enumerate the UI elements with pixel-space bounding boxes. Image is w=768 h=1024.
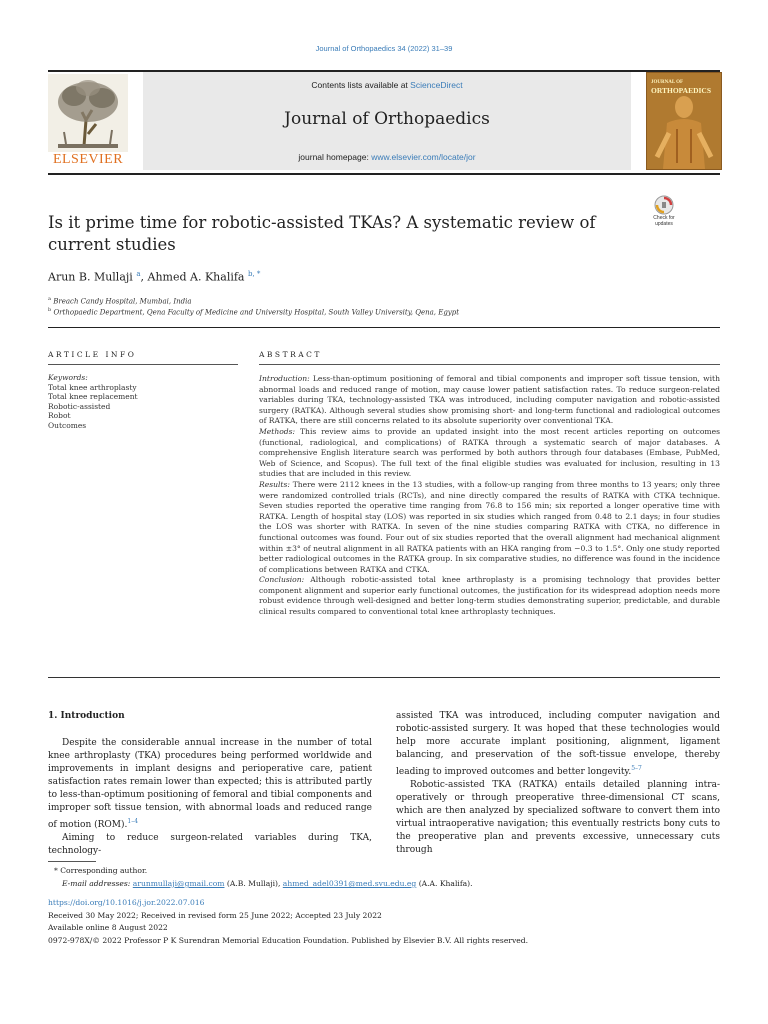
article-info-heading: ARTICLE INFO: [48, 350, 137, 359]
abstract-body: [259, 374, 720, 618]
footnote-rule: [48, 861, 96, 862]
abstract-rule: [259, 364, 720, 365]
abstract-methods: Methods: This review aims to provide an updated insight into the most recent articles reporting on outcomes (functional, radiological, and complications) of RATKA through a systematic search of major databases. A comprehensive English literature search was performed by both authors through four databases (Embase, PubMed, Web of Science, and Scopus). The full text of the final eligible studies was evaluated for inclusion, resulting in 13 studies that are included in this review.: [259, 426, 720, 479]
cover-title: JOURNAL OF ORTHOPAEDICS: [651, 80, 712, 95]
author-list: Arun B. Mullaji $^a$, Ahmed A. Khalifa $^{b, *}$: [48, 270, 261, 284]
keyword: Outcomes: [48, 420, 87, 430]
check-updates-icon: [648, 194, 680, 216]
keywords-heading: Keywords:: [48, 373, 88, 382]
email-link[interactable]: arunmullaji@gmail.com: [132, 879, 225, 888]
doi-link[interactable]: https://doi.org/10.1016/j.jor.2022.07.016: [48, 898, 205, 907]
journal-title: Journal of Orthopaedics: [284, 109, 490, 129]
corresponding-author-note: * Corresponding author.: [54, 866, 148, 875]
affiliation-b: $^b$ Orthopaedic Department, Qena Faculty of Medicine and University Hospital, South Valley University, Qena, Egypt: [48, 307, 460, 317]
abstract-results: Results: There were 2112 knees in the 13 studies, with a follow-up ranging from three months to 13 years; only three were randomized controlled trials (RCTs), and nine directly compared the results of RATKA with CTKA technique. Seven studies reported the operative time ranging from 76.8 to 156 min; six reported a longer operative time with RATKA. Length of hospital stay (LOS) was reported in six studies which ranged from 0.48 to 2.1 days; in four studies the LOS was shorter with RATKA. In seven of the nine studies comparing RATKA with CTKA, no difference in functional outcomes was found. Four out of six studies reported that the overall alignment had mechanical alignment within ±3° of neutral alignment in all RATKA patients with an HKA ranging from −0.3 to 1.5°. Only one study reported better radiological outcomes in the RATKA group. In six comparative studies, no difference was found in the incidence of complications between RATKA and CTKA.: [259, 479, 720, 574]
homepage-line: journal homepage: www.elsevier.com/locate/jor: [298, 152, 476, 162]
cover-figure-graphic: [647, 93, 721, 169]
section-heading: 1. Introduction: [48, 711, 125, 721]
affiliation-ref[interactable]: b, *: [248, 270, 261, 278]
author-name: Ahmed A. Khalifa: [147, 270, 245, 284]
reference-link[interactable]: 5–7: [631, 765, 642, 772]
received-dates: Received 30 May 2022; Received in revised form 25 June 2022; Accepted 23 July 2022: [48, 911, 382, 920]
body-paragraph: Robotic-assisted TKA (RATKA) entails detailed planning intra-operatively or through preoperative three-dimensional CT scans, which are then analyzed by specialized software to convert them into virtual intraoperative navigation; this eventually restricts bony cuts to the preoperative plan and prevents excessive, unnecessary cuts through: [396, 780, 720, 855]
keywords-block: [48, 373, 138, 430]
available-online-date: Available online 8 August 2022: [48, 923, 168, 932]
email-link[interactable]: ahmed_adel0391@med.svu.edu.eg: [282, 879, 417, 888]
keyword: Robotic-assisted: [48, 401, 111, 411]
article-title: Is it prime time for robotic-assisted TKAs? A systematic review of current studies: [48, 213, 596, 254]
body-paragraph: Aiming to reduce surgeon-related variables during TKA, technology-: [48, 833, 372, 856]
affiliation-ref[interactable]: a: [136, 270, 141, 278]
reference-link[interactable]: 1–4: [127, 818, 139, 825]
header-bottom-rule: [48, 173, 720, 175]
article-info-rule: [48, 364, 238, 365]
affiliation-rule: [48, 327, 720, 328]
body-paragraph: Despite the considerable annual increase in the number of total knee arthroplasty (TKA) procedures being performed worldwide and improvements in implant designs and perioperative care, patient satisfaction rates remain lower than expected; this is attributed partly to less-than-optimum positioning of femoral and tibial components and improper soft tissue tension, with abnormal loads and reduced range of motion (ROM).$^{1-4}$: [48, 738, 372, 830]
contents-line: Contents lists available at ScienceDirect: [311, 80, 463, 90]
copyright-line: 0972-978X/© 2022 Professor P K Surendran Memorial Education Foundation. Published by Elsevier B.V. All rights reserved.: [48, 936, 528, 945]
affiliation-a: $^a$ Breach Candy Hospital, Mumbai, India: [48, 296, 192, 306]
abstract-heading: ABSTRACT: [259, 350, 322, 359]
homepage-link[interactable]: www.elsevier.com/locate/jor: [371, 152, 476, 162]
author-name: Arun B. Mullaji: [48, 270, 133, 284]
journal-citation[interactable]: Journal of Orthopaedics 34 (2022) 31–39: [315, 44, 453, 53]
journal-cover-thumbnail[interactable]: [646, 72, 722, 170]
body-column-left: [48, 710, 372, 858]
body-paragraph: assisted TKA was introduced, including computer navigation and robotic-assisted surgery. It was hoped that these technologies would help more accurate implant positioning, alignment, ligament balancing, and preservation of the soft-tissue envelope, thereby leading to improved outcomes and better longevity.$^{5-7}$: [396, 711, 720, 777]
check-for-updates-badge[interactable]: Check for updates: [648, 194, 680, 230]
journal-header-box: [143, 72, 631, 170]
sciencedirect-link[interactable]: ScienceDirect: [410, 80, 463, 90]
keyword: Total knee arthroplasty: [48, 382, 137, 392]
abstract-introduction: Introduction: Less-than-optimum positioning of femoral and tibial components and improper soft tissue tension, with abnormal loads and reduced range of motion, may cause lower patient satisfaction rates. To reduce surgeon-related variables during TKA, technology-assisted TKA was introduced, including computer navigation and robotic-assisted surgery (RATKA). Although several studies show promising short- and long-term functional and radiological outcomes of RATKA, there are still concerns related to its absolute superiority over conventional TKA.: [259, 374, 720, 426]
keyword: Total knee replacement: [48, 392, 138, 401]
abstract-conclusion: Conclusion: Although robotic-assisted total knee arthroplasty is a promising technology that provides better component alignment and superior early functional outcomes, the justification for its widespread adoption needs more robust evidence through well-designed and better long-term studies demonstrating superior, predictable, and durable clinical results compared to conventional total knee arthroplasty techniques.: [259, 575, 720, 617]
elsevier-wordmark: ELSEVIER: [52, 152, 124, 167]
email-addresses: E-mail addresses: arunmullaji@gmail.com (A.B. Mullaji), ahmed_adel0391@med.svu.edu.eg (A.A. Khalifa).: [62, 879, 473, 888]
abstract-bottom-rule: [48, 677, 720, 678]
body-column-right: [396, 710, 720, 857]
keyword: Robot: [48, 411, 71, 420]
